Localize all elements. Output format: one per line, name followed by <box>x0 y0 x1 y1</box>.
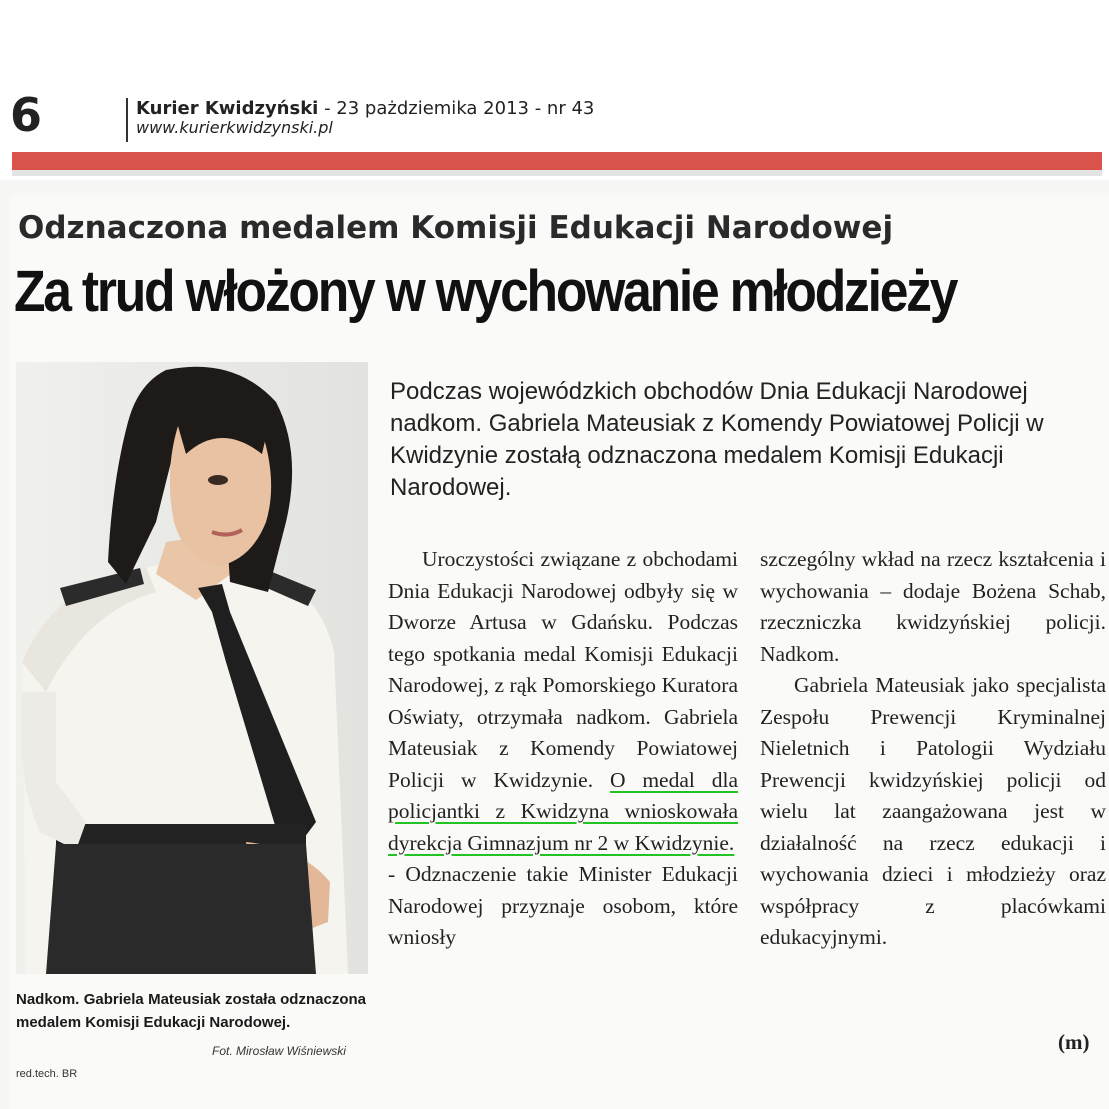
editorial-note: red.tech. BR <box>16 1068 78 1080</box>
article-paragraph: Uroczystości związane z obchodami Dnia Edukacji Narodowej odbyły się w Dworze Artusa w Gdańsku. Podczas tego spotkania medal Komisji Edukacji Narodowej, z rąk Pomorskiego Kuratora Oświaty, otrzymała nadkom. Gabriela Mateusiak z Komendy Powiatowej Policji w Kwidzynie. O medal dla policjantki z Kwidzyna wnioskowała dyrekcja Gimnazjum nr 2 w Kwidzynie. <box>388 547 738 855</box>
page-header <box>0 0 1109 180</box>
issue-info: - 23 pażdziemika 2013 - nr 43 <box>318 98 595 119</box>
article-column-2 <box>760 544 1106 954</box>
page-number: 6 <box>10 88 43 142</box>
header-divider <box>126 98 128 142</box>
article-kicker: Odznaczona medalem Komisji Edukacji Narodowej <box>18 210 894 246</box>
masthead <box>136 98 594 119</box>
paper-name: Kurier Kwidzyński <box>136 98 319 119</box>
photo-credit: Fot. Mirosław Wiśniewski <box>212 1044 346 1058</box>
policewoman-photo <box>16 362 368 974</box>
website-url: www.kurierkwidzynski.pl <box>136 118 333 137</box>
article-paragraph: Gabriela Mateusiak jako specjalista Zespołu Prewencji Kryminalnej Nieletnich i Patologii Wydziału Prewencji kwidzyńskiej policji od wielu lat zaangażowana jest w działalność na rzecz edukacji i wychowania dzieci i młodzieży oraz współpracy z placówkami edukacyjnymi. <box>760 673 1106 949</box>
article-column-1 <box>388 544 738 954</box>
photo-caption: Nadkom. Gabriela Mateusiak została odznaczona medalem Komisji Edukacji Narodowej. <box>16 991 366 1031</box>
highlighted-sentence: O medal dla policjantki z Kwidzyna wnioskowała dyrekcja Gimnazjum nr 2 w Kwidzynie. <box>388 767 738 855</box>
author-signoff: (m) <box>1058 1030 1090 1054</box>
article-paragraph: - Odznaczenie takie Minister Edukacji Narodowej przyznaje osobom, które wniosły <box>388 862 738 949</box>
accent-bar-shadow <box>12 170 1102 176</box>
accent-bar <box>12 152 1102 170</box>
article-paragraph: szczególny wkład na rzecz kształcenia i wychowania – dodaje Bożena Schab, rzeczniczka kwidzyńskiej policji. Nadkom. <box>760 547 1106 666</box>
article-lead: Podczas wojewódzkich obchodów Dnia Edukacji Narodowej nadkom. Gabriela Mateusiak z Komendy Powiatowej Policji w Kwidzynie zostałą odznaczona medalem Komisji Edukacji Narodowej. <box>390 378 1044 501</box>
article-photo <box>16 362 368 974</box>
article-headline: Za trud włożony w wychowanie młodzieży <box>14 259 957 324</box>
